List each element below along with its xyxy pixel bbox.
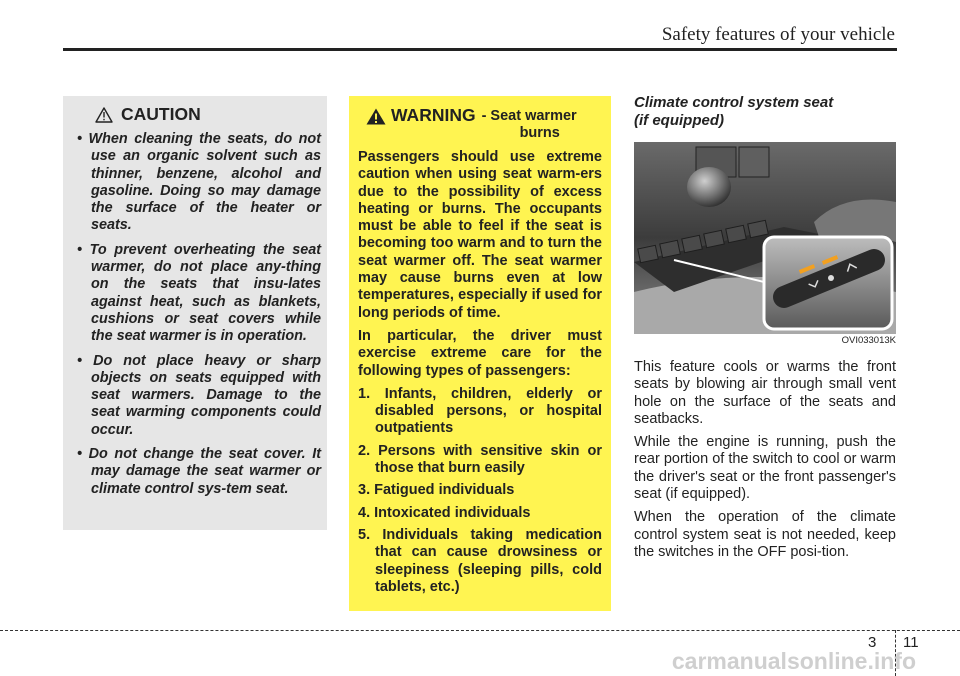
section-heading-line-1: Climate control system seat	[634, 94, 834, 111]
warning-list-item: 5. Individuals taking medication that can cause drowsiness or sleepiness (sleeping pills, cold tablets, etc.)	[358, 526, 602, 595]
warning-subtitle-line-1: - Seat warmer	[481, 108, 577, 124]
caution-item: • Do not place heavy or sharp objects on seats equipped with seat warmers. Damage to the seat warming components could occur.	[77, 352, 321, 438]
caution-item: • When cleaning the seats, do not use an organic solvent such as thinner, benzene, alcohol and gasoline. Doing so may damage the surface of the heater or seats.	[77, 131, 321, 234]
page-number: 11	[903, 634, 919, 651]
photo-caption: OVI033013K	[841, 335, 896, 346]
chapter-number: 3	[868, 634, 877, 651]
warning-list-item: 1. Infants, children, elderly or disabled persons, or hospital outpatients	[358, 385, 602, 437]
seat-switch-photo	[634, 142, 896, 334]
warning-list-item: 4. Intoxicated individuals	[358, 504, 531, 521]
caution-box	[63, 96, 327, 530]
section-heading-line-2: (if equipped)	[634, 111, 724, 129]
caution-heading	[95, 104, 321, 125]
body-paragraph: This feature cools or warms the front seats by blowing air through small vent hole on the surface of the seats and seatbacks.	[634, 359, 896, 427]
header-rule	[63, 48, 897, 51]
warning-heading	[366, 105, 602, 142]
console-illustration	[634, 142, 896, 334]
running-header: Safety features of your vehicle	[661, 24, 895, 45]
warning-list	[358, 386, 602, 596]
warning-title: WARNING	[391, 105, 476, 125]
warning-triangle-icon	[366, 108, 386, 125]
warning-box	[349, 96, 611, 611]
warning-paragraph: Passengers should use extreme caution when using seat warm-ers due to the possibility of excess heating or burns. The occupants must be able to feel if the seat is becoming too warm and to turn the seat warmer off. The seat warmer may cause burns even at low temperatures, especially if used for long periods of time.	[358, 149, 602, 321]
body-paragraph: While the engine is running, push the rear portion of the switch to cool or warm the driver's seat or the front passenger's seat (if equipped).	[634, 434, 896, 503]
caution-triangle-icon	[95, 107, 113, 123]
warning-list-item: 2. Persons with sensitive skin or those that burn easily	[358, 442, 602, 477]
caution-item: • Do not change the seat cover. It may damage the seat warmer or climate control sys-tem seat.	[77, 446, 321, 497]
caution-title: CAUTION	[121, 104, 201, 124]
section-heading	[634, 94, 896, 129]
footer-rule	[0, 630, 960, 631]
warning-subtitle	[482, 108, 577, 142]
caution-list	[73, 131, 321, 498]
warning-subtitle-line-2: burns	[519, 125, 560, 141]
body-paragraph: When the operation of the climate control system seat is not needed, keep the switches in the OFF posi-tion.	[634, 509, 896, 560]
section-body	[634, 359, 896, 567]
warning-paragraph: In particular, the driver must exercise extreme care for the following types of passengers:	[358, 327, 602, 379]
watermark: carmanualsonline.info	[671, 648, 916, 674]
caution-item: • To prevent overheating the seat warmer, do not place any-thing on the seats that insu-lates against heat, such as blankets, cushions or seat covers while the seat warmer is in operation.	[77, 241, 321, 345]
warning-list-item: 3. Fatigued individuals	[358, 482, 515, 499]
